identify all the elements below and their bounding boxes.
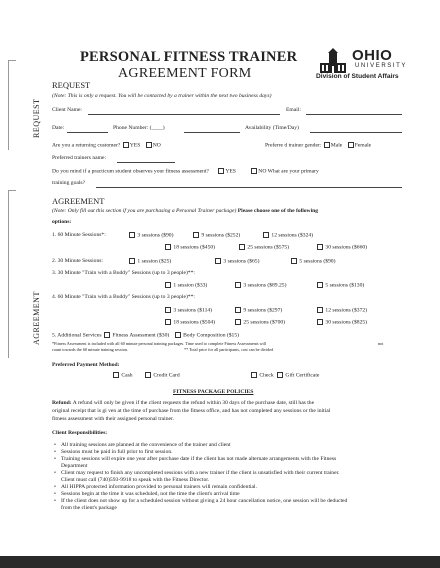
gender-preference-label: Preferre d trainer gender: Male Female — [265, 142, 372, 149]
ohio-logo — [318, 47, 430, 83]
footnote-1b: not — [378, 341, 384, 346]
availability-field[interactable] — [310, 132, 402, 133]
practicum-question: Do you mind if a practicum student observes your fitness assessment? YES NO What are your primary — [52, 168, 319, 175]
opt2-3-sessions[interactable]: 3 sessions ($65) — [214, 258, 259, 265]
opt1-9-sessions[interactable]: 9 sessions ($252) — [192, 232, 240, 239]
returning-customer-label: Are you a returning customer? YES NO — [52, 142, 161, 149]
gender-male-checkbox[interactable] — [324, 142, 330, 148]
practicum-no-checkbox[interactable] — [251, 168, 257, 174]
resp-item-3: • Training sessions will expire one year after purchase date if the client has not made alternate arrangements with the Fitness — [52, 456, 347, 463]
resp-item-7: • If the client does not show up for a scheduled session without giving a 24 hour cancellation notice, one session will be deducted — [52, 498, 347, 505]
opt4-18-sessions[interactable]: 18 sessions ($504) — [164, 319, 215, 326]
resp-item-6: • Sessions begin at the time it was scheduled, not the time the client's arrival time — [52, 491, 347, 498]
opt1-25-sessions[interactable]: 25 sessions ($575) — [238, 244, 289, 251]
footnote-3: ** Total price for all participants, cost can be divided — [184, 347, 274, 352]
returning-no-checkbox[interactable] — [146, 142, 152, 148]
opt5-fitness-assessment-checkbox[interactable] — [104, 332, 110, 338]
option4-label: 4. 60 Minute "Train with a Buddy" Sessions (up to 3 people)**: — [52, 294, 195, 300]
option2-label: 2. 30 Minute Sessions: — [52, 258, 103, 264]
agreement-bracket-top — [8, 190, 16, 191]
practicum-no-label: NO What are your primary — [258, 168, 319, 175]
opt4-25-sessions[interactable]: 25 sessions ($700) — [234, 319, 285, 326]
resp-item-4b: Client must call (740)593-9918 to speak with the Fitness Director. — [61, 477, 210, 483]
resp-item-2: • Sessions must be paid in full prior to first session. — [52, 449, 347, 456]
date-field[interactable] — [67, 132, 108, 133]
practicum-yes-label: YES — [225, 168, 236, 175]
opt5-body-composition-checkbox[interactable] — [175, 332, 181, 338]
opt3-3-sessions[interactable]: 3 sessions ($89.25) — [234, 282, 286, 289]
logo-ohio-text: OHIO — [352, 47, 393, 64]
request-bracket-line — [8, 60, 9, 150]
gender-male-label: Male — [330, 142, 343, 149]
returning-yes-label: YES — [129, 142, 141, 149]
gender-female-label: Female — [354, 142, 372, 149]
refund-line-3: fitness assessment with their assigned personal trainer. — [52, 416, 174, 422]
payment-check[interactable]: Check — [250, 372, 274, 379]
phone-label: Phone Number: (____) — [113, 125, 165, 131]
logo-university-text: UNIVERSITY — [355, 63, 408, 69]
client-responsibilities-label: Client Responsibilities: — [52, 430, 108, 436]
phone-field[interactable] — [184, 132, 240, 133]
footnote-1: *Fitness Assessment is included with all 60 minute personal training packages. Time used to complete Fitness Assessments will — [52, 341, 267, 346]
opt1-18-sessions[interactable]: 18 sessions ($450) — [164, 244, 215, 251]
resp-item-5: • All HIPPA protected information provided to personal trainers will remain confidential. — [52, 484, 347, 491]
refund-line-1: Refund: A refund will only be given if the client requests the refund within 30 days of the purchase date, still has the — [52, 400, 315, 406]
footer-bar — [0, 556, 440, 568]
footnote-2: count towards the 60 minute training session. — [52, 347, 128, 352]
resp-item-1: • All training sessions are planned at the convenience of the trainer and client — [52, 442, 347, 449]
training-goals-label: training goals? — [52, 180, 86, 186]
option5-label: 5. Additional Services Fitness Assessment ($30) Body Composition ($15) — [52, 332, 240, 339]
opt4-30-sessions[interactable]: 30 sessions ($825) — [316, 319, 367, 326]
side-label-request: REQUEST — [32, 98, 41, 138]
logo-division-text: Division of Student Affairs — [316, 73, 399, 80]
resp-item-4: • Client may request to finish any uncompleted sessions with a new trainer if the client is unsatisfied with their current trainer. — [52, 470, 347, 477]
payment-gift-certificate[interactable]: Gift Certificate — [276, 372, 319, 379]
client-name-field[interactable] — [88, 114, 280, 115]
agreement-note: (Note: Only fill out this section if you are purchasing a Personal Trainer package) Please choose one of the following — [52, 208, 319, 214]
form-subtitle: AGREEMENT FORM — [118, 66, 252, 81]
trainer-name-field[interactable] — [117, 162, 175, 163]
opt3-1-session[interactable]: 1 session ($33) — [164, 282, 207, 289]
availability-label: Availability (Time/Day) — [245, 125, 299, 131]
returning-no-label: NO — [152, 142, 161, 149]
email-field[interactable] — [306, 114, 402, 115]
resp-item-3b: Department — [61, 463, 88, 469]
date-label: Date: — [52, 125, 65, 131]
request-bracket-top — [8, 60, 16, 61]
email-label: Email: — [286, 107, 301, 113]
request-heading: REQUEST — [52, 80, 91, 90]
resp-item-7b: from the client's package — [61, 505, 117, 511]
gender-female-checkbox[interactable] — [348, 142, 354, 148]
opt1-30-sessions[interactable]: 30 sessions ($660) — [316, 244, 367, 251]
policies-heading: FITNESS PACKAGE POLICIES — [173, 389, 254, 395]
payment-credit-card[interactable]: Credit Card — [144, 372, 180, 379]
form-title: PERSONAL FITNESS TRAINER — [80, 49, 298, 65]
refund-line-2: original receipt that is gi ven at the time of purchase from the fitness office, and has not completed any sessions or the initial — [52, 408, 331, 414]
training-goals-field[interactable] — [96, 187, 402, 188]
option1-label: 1. 60 Minute Sessions*: — [52, 232, 106, 238]
opt2-5-sessions[interactable]: 5 sessions ($90) — [290, 258, 335, 265]
client-name-label: Client Name: — [52, 107, 82, 113]
agreement-bracket-line — [8, 190, 9, 358]
returning-yes-checkbox[interactable] — [123, 142, 129, 148]
request-note: (Note: This is only a request. You will be contacted by a trainer within the next two business days) — [52, 93, 272, 99]
side-label-agreement: AGREEMENT — [32, 291, 41, 345]
opt1-12-sessions[interactable]: 12 sessions ($324) — [262, 232, 313, 239]
agreement-heading: AGREEMENT — [52, 196, 105, 206]
responsibilities-list — [52, 442, 347, 512]
opt1-3-sessions[interactable]: 3 sessions ($90) — [128, 232, 173, 239]
opt4-9-sessions[interactable]: 9 sessions ($297) — [234, 307, 282, 314]
opt3-5-sessions[interactable]: 5 sessions ($130) — [316, 282, 364, 289]
opt2-1-session[interactable]: 1 session ($25) — [128, 258, 171, 265]
opt4-3-sessions[interactable]: 3 sessions ($114) — [164, 307, 212, 314]
option3-label: 3. 30 Minute "Train with a Buddy" Sessions (up to 3 people)**: — [52, 270, 195, 276]
practicum-yes-checkbox[interactable] — [218, 168, 224, 174]
trainer-name-label: Preferred trainers name: — [52, 155, 107, 161]
opt4-12-sessions[interactable]: 12 sessions ($372) — [316, 307, 367, 314]
payment-method-label: Preferred Payment Method: — [52, 362, 120, 368]
payment-cash[interactable]: Cash — [112, 372, 133, 379]
agreement-options-label: options: — [52, 219, 72, 225]
